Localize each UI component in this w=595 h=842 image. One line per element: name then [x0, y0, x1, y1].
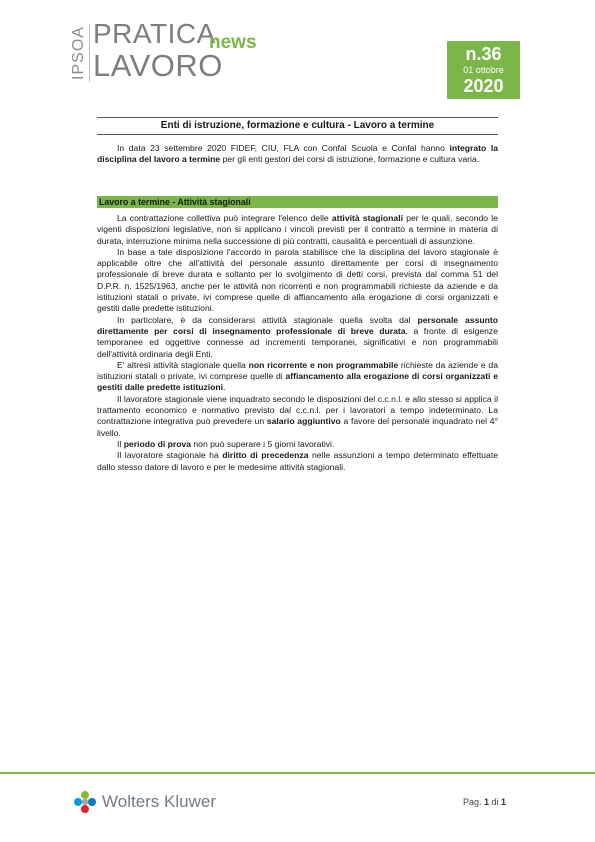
text-run: richieste da aziende e da istituzioni statali o private, ivi comprese quelle di: [97, 359, 498, 382]
text-run: Il lavoratore stagionale ha: [117, 450, 223, 461]
text-run: per gli enti gestori dei corsi di istruzione, formazione e cultura varia.: [220, 154, 480, 165]
ipsoa-logo-text: IPSOA: [70, 26, 87, 80]
bold-text: periodo di prova: [123, 438, 192, 449]
bold-text: salario aggiuntivo: [266, 416, 341, 427]
text-run: a favore del personale inquadrato nel 4° livello.: [97, 416, 499, 438]
body-paragraph: [97, 360, 498, 394]
issue-year: 2020: [463, 76, 504, 96]
page-current: 1: [484, 797, 490, 807]
bold-text: integrato la disciplina del lavoro a termine: [97, 143, 498, 165]
body-paragraph: [97, 213, 498, 247]
intro-block: [97, 143, 498, 166]
text-run: .: [223, 382, 226, 393]
body-paragraph: [97, 439, 498, 450]
text-run: , a fronte di esigenze temporanee ed oggettive connesse ad incrementi temporanei, significativi e non programmabili dell'attività ordinaria degli Enti.: [97, 325, 498, 359]
article-title: Enti di istruzione, formazione e cultura - Lavoro a termine: [97, 117, 498, 135]
body-paragraph: [97, 247, 498, 315]
page-prefix: Pag.: [463, 797, 485, 807]
intro-paragraph: [97, 143, 498, 166]
issue-date: 01 ottobre: [463, 65, 504, 75]
bold-text: non ricorrente e non programmabile: [248, 359, 399, 370]
text-run: per le quali, secondo le vigenti disposizioni legislative, non si applicano i vincoli previsti per il contratto a termine in materia di durata, interruzione minima nella successione di più contratti, causalità e percentuali di assunzione.: [97, 213, 498, 246]
brand-pratica: PRATICA: [93, 18, 216, 49]
issue-badge: [447, 41, 520, 99]
brand-news: news: [209, 32, 257, 53]
body-paragraph: [97, 394, 498, 439]
text-run: Il lavoratore stagionale viene inquadrato secondo le disposizioni del c.c.n.l. e allo stesso si applica il trattamento economico e normativo previsto dal c.c.n.l. per i lavoratori a tempo indeterminato. La contrattazione integrativa può prevedere un: [97, 393, 498, 427]
text-run: In base a tale disposizione l'accordo in parola stabilisce che la disciplina del lavoro stagionale è applicabile oltre che all'attività del personale assunto direttamente per corsi di insegnamento professionale di breve durata e soltanto per lo svolgimento di detti corsi, prevista dal comma 51 del D.P.R. n. 1525/1963, anche per le attività non ricorrenti e non programmabili richieste da aziende e da istituzioni statali o private, ivi comprese quelle di affiancamento alla erogazione di corsi organizzati e gestiti dalle predette istituzioni.: [97, 246, 498, 314]
page-indicator: [463, 797, 506, 807]
text-run: In data 23 settembre 2020 FIDEF, CIU, FLA con Confal Scuola e Confal hanno: [117, 143, 450, 153]
bold-text: affiancamento alla erogazione di corsi organizzati e gestiti dalle predette istituzioni: [97, 371, 499, 393]
bold-text: attività stagionali: [331, 213, 403, 223]
footer-rule: [0, 772, 595, 774]
text-run: In particolare, è da considerarsi attività stagionale quella svolta dal: [117, 314, 418, 325]
body-paragraph: [97, 450, 498, 473]
masthead-divider: [89, 24, 90, 82]
page-total: 1: [501, 797, 507, 807]
section-heading: Lavoro a termine - Attività stagionali: [97, 196, 498, 208]
bold-text: personale assunto direttamente per corsi di insegnamento professionale di breve durata: [97, 314, 499, 336]
text-run: E' altresì attività stagionale quella: [117, 359, 249, 370]
text-run: nelle assunzioni a tempo determinato effettuate dallo stesso datore di lavoro e per le medesime attività stagionali.: [97, 450, 498, 472]
issue-number: n.36: [465, 44, 502, 64]
text-run: La contrattazione collettiva può integrare l'elenco delle: [117, 213, 332, 223]
body-paragraph: [97, 315, 498, 360]
ipsoa-logo: [70, 22, 88, 84]
article-body: [97, 213, 498, 473]
wolters-kluwer-icon: [73, 790, 97, 814]
brand-lavoro: LAVORO: [93, 48, 223, 83]
publisher-name: Wolters Kluwer: [102, 792, 216, 811]
bold-text: diritto di precedenza: [222, 450, 309, 461]
text-run: non può superare i 5 giorni lavorativi.: [191, 438, 335, 449]
text-run: Il: [117, 438, 124, 449]
page-separator: di: [489, 797, 502, 807]
